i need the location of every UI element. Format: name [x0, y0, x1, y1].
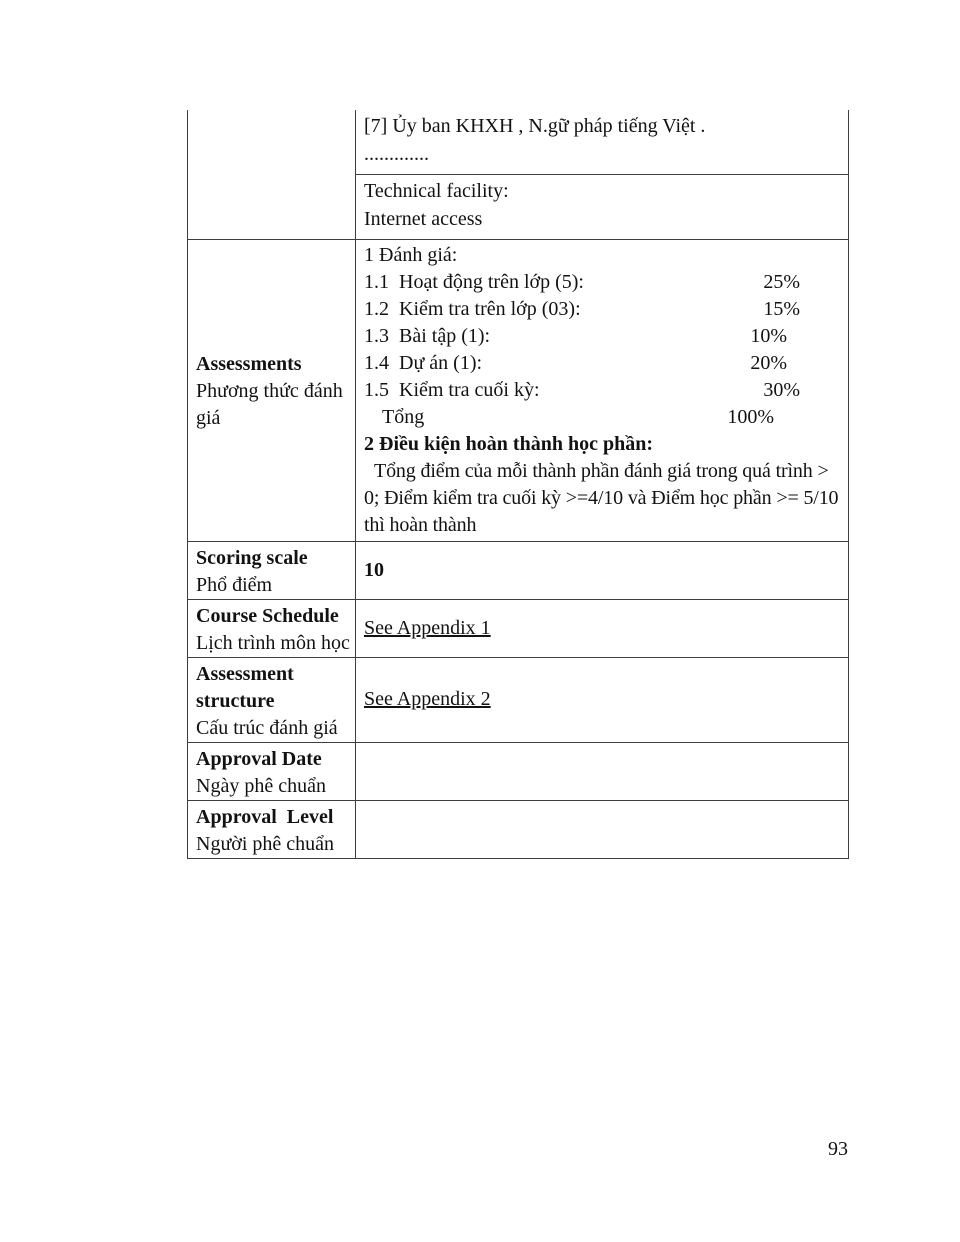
scoring-scale-label-en: Scoring scale [196, 546, 308, 569]
assessment-item-percentage: 30% [763, 378, 800, 401]
assessment-item-label: 1.3 Bài tập (1): [364, 324, 491, 347]
references-left-empty-cell [188, 110, 356, 239]
table-row-scoring-scale [188, 541, 849, 599]
assessments-label-cell [188, 239, 356, 541]
assessment-item-label: 1.1 Hoạt động trên lớp (5): [364, 270, 584, 293]
assessment-item-label: 1.4 Dự án (1): [364, 351, 483, 374]
course-schedule-label-cell [188, 599, 356, 657]
assessments-list [364, 269, 842, 431]
scoring-scale-value: 10 [364, 558, 384, 581]
course-schedule-value-cell [356, 599, 849, 657]
completion-condition-text: Tổng điểm của mỗi thành phần đánh giá trong quá trình > 0; Điểm kiểm tra cuối kỳ >=4/10 và Điểm học phần >= 5/10 thì hoàn thành [364, 459, 839, 536]
assessments-heading: 1 Đánh giá: [364, 243, 458, 266]
assessment-item [364, 323, 842, 350]
assessment-structure-label-en: Assessment structure [196, 662, 299, 712]
assessment-item-label: 1.2 Kiểm tra trên lớp (03): [364, 297, 581, 320]
scoring-scale-label-vi: Phổ điểm [196, 573, 273, 596]
assessment-item [364, 377, 842, 404]
assessment-item [364, 269, 842, 296]
assessment-item-percentage: 100% [727, 405, 774, 428]
technical-facility-cell [356, 174, 849, 239]
course-schedule-label-en: Course Schedule [196, 604, 339, 627]
assessments-label-en: Assessments [196, 353, 302, 375]
assessment-item-label: 1.5 Kiểm tra cuối kỳ: [364, 378, 540, 401]
approval-level-label-vi: Người phê chuẩn [196, 832, 335, 855]
appendix-1-link[interactable]: See Appendix 1 [364, 616, 491, 639]
reference-dots: ............. [364, 143, 429, 165]
table-row-course-schedule [188, 599, 849, 657]
assessment-item [364, 350, 842, 377]
table-row-approval-level [188, 800, 849, 858]
approval-date-label-cell [188, 742, 356, 800]
assessments-label-vi: Phương thức đánh giá [196, 380, 343, 429]
approval-level-value-cell [356, 800, 849, 858]
completion-condition-heading: 2 Điều kiện hoàn thành học phần: [364, 432, 653, 455]
assessment-item [364, 296, 842, 323]
page-number: 93 [828, 1138, 848, 1160]
syllabus-table [187, 110, 849, 859]
assessment-item-percentage: 20% [750, 351, 787, 374]
table-row-references [188, 110, 849, 174]
technical-facility-value: Internet access [364, 207, 483, 230]
approval-level-label-cell [188, 800, 356, 858]
assessment-item-percentage: 15% [763, 297, 800, 320]
assessment-item-percentage: 25% [763, 270, 800, 293]
table-row-assessment-structure [188, 657, 849, 742]
scoring-scale-label-cell [188, 541, 356, 599]
assessment-structure-label-vi: Cấu trúc đánh giá [196, 716, 338, 739]
technical-facility-label: Technical facility: [364, 179, 509, 202]
table-row-approval-date [188, 742, 849, 800]
appendix-2-link[interactable]: See Appendix 2 [364, 688, 491, 710]
reference-entry: [7] Ủy ban KHXH , N.gữ pháp tiếng Việt . [364, 115, 706, 137]
assessment-structure-label-cell [188, 657, 356, 742]
assessments-content-cell [356, 239, 849, 541]
approval-date-value-cell [356, 742, 849, 800]
references-cell [356, 110, 849, 174]
assessment-item-label: Tổng [382, 405, 425, 428]
table-row-assessments [188, 239, 849, 541]
course-schedule-label-vi: Lịch trình môn học [196, 631, 350, 654]
assessment-structure-value-cell [356, 657, 849, 742]
scoring-scale-value-cell [356, 541, 849, 599]
approval-date-label-vi: Ngày phê chuẩn [196, 774, 326, 797]
assessment-item-percentage: 10% [750, 324, 787, 347]
assessment-item [364, 404, 842, 431]
approval-level-label-en: Approval Level [196, 805, 334, 828]
approval-date-label-en: Approval Date [196, 747, 322, 770]
